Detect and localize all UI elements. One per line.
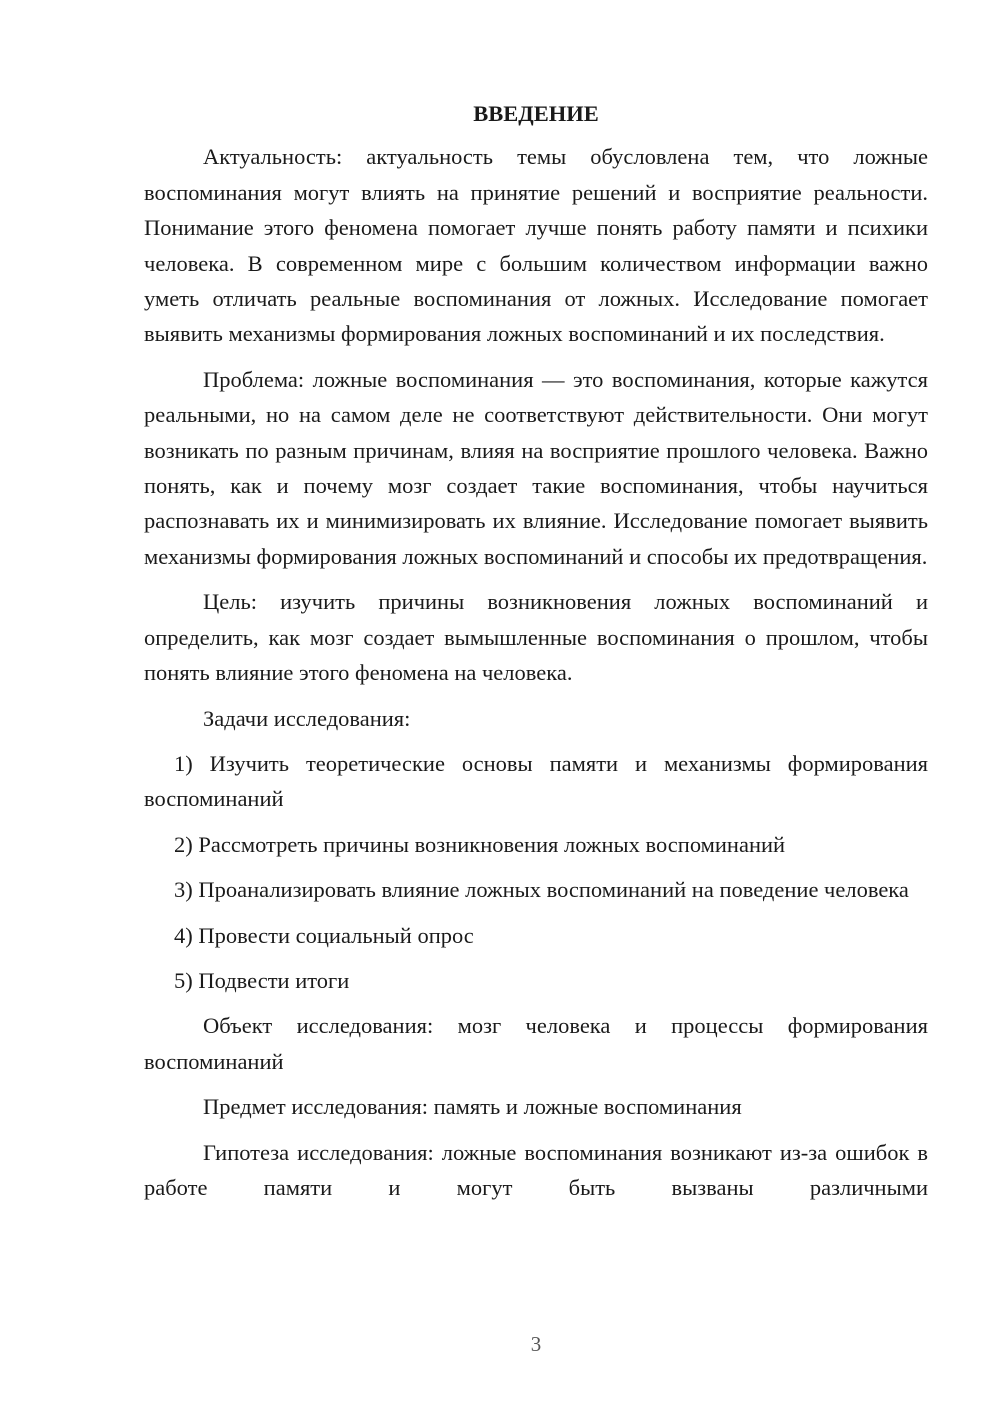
section-title: ВВЕДЕНИЕ (473, 101, 599, 126)
task-item-1: 1) Изучить теоретические основы памяти и механизмы формирования воспоминаний (144, 750, 928, 812)
object-paragraph: Объект исследования: мозг человека и процессы формирования воспоминаний (144, 1013, 928, 1074)
task-item-3: 3) Проанализировать влияние ложных воспоминаний на поведение человека (174, 877, 909, 903)
problem-paragraph: Проблема: ложные воспоминания — это воспоминания, которые кажутся реальными, но на самом деле не соответствуют действительности. Они могут возникать по разным причинам, влияя на восприятие прошлого человека. Важно понять, как и почему мозг создает такие воспоминания, чтобы научиться распознавать их и минимизировать их влияние. Исследование помогает выявить механизмы формирования ложных воспоминаний и способы их предотвращения. (144, 366, 928, 569)
hypothesis-paragraph: Гипотеза исследования: ложные воспоминания возникают из-за ошибок в работе памяти и могут быть вызваны различными (144, 1139, 928, 1200)
page-number: 3 (530, 1332, 542, 1356)
page-body (144, 96, 928, 1215)
subject-paragraph: Предмет исследования: память и ложные воспоминания (203, 1094, 742, 1120)
goal-paragraph: Цель: изучить причины возникновения ложных воспоминаний и определить, как мозг создает вымышленные воспоминания о прошлом, чтобы понять влияние этого феномена на человека. (144, 589, 928, 686)
relevance-paragraph: Актуальность: актуальность темы обусловлена тем, что ложные воспоминания могут влиять на принятие решений и восприятие реальности. Понимание этого феномена помогает лучше понять работу памяти и психики человека. В современном мире с большим количеством информации важно уметь отличать реальные воспоминания от ложных. Исследование помогает выявить механизмы формирования ложных воспоминаний и их последствия. (144, 144, 928, 347)
task-item-2: 2) Рассмотреть причины возникновения ложных воспоминаний (174, 831, 786, 857)
task-item-5: 5) Подвести итоги (174, 967, 350, 993)
tasks-heading: Задачи исследования: (203, 705, 411, 731)
task-item-4: 4) Провести социальный опрос (174, 922, 474, 948)
